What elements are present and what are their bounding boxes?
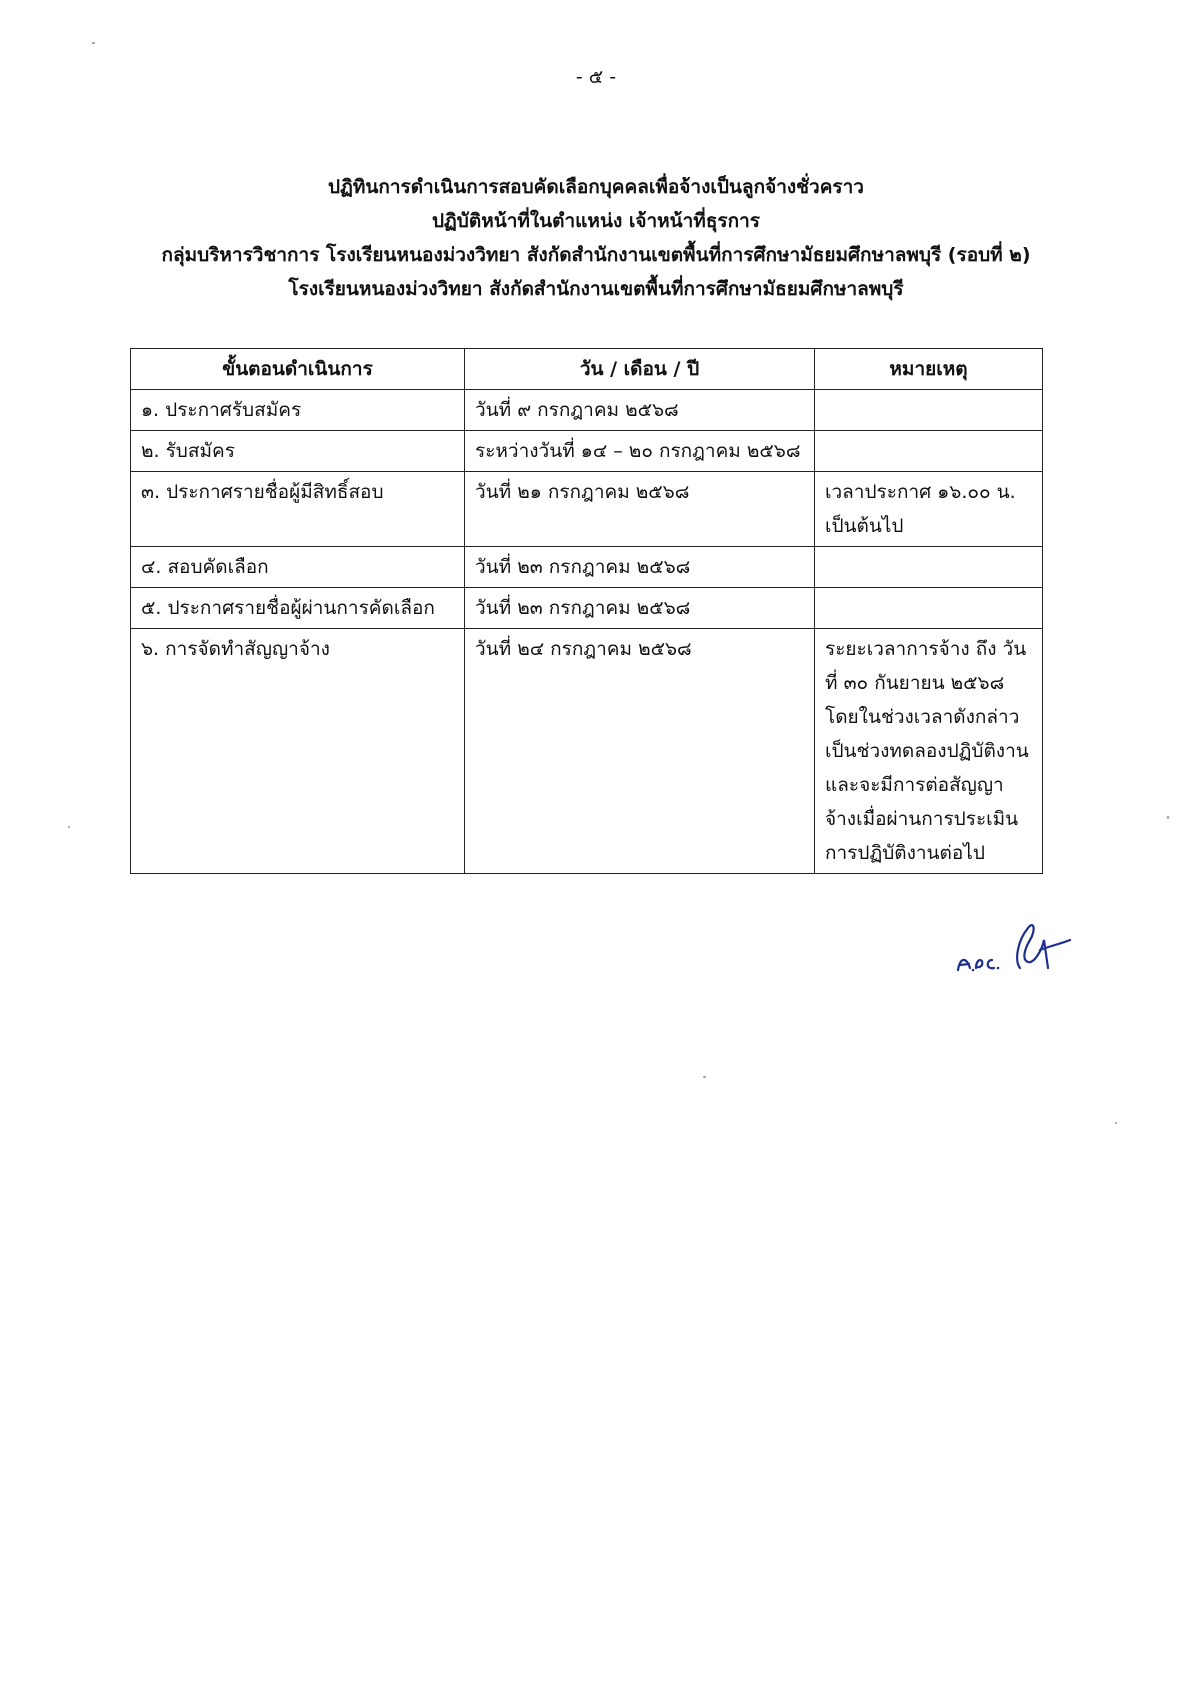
step-cell: ๔. สอบคัดเลือก [131, 547, 465, 588]
scan-speck [703, 1076, 706, 1078]
date-cell: วันที่ ๒๑ กรกฎาคม ๒๕๖๘ [465, 472, 815, 547]
schedule-table [130, 348, 1043, 874]
document-heading [100, 170, 1092, 306]
scan-speck [1115, 1122, 1117, 1124]
date-cell: วันที่ ๒๓ กรกฎาคม ๒๕๖๘ [465, 547, 815, 588]
column-header-note: หมายเหตุ [815, 349, 1043, 390]
heading-line: กลุ่มบริหารวิชาการ โรงเรียนหนองม่วงวิทยา สังกัดสำนักงานเขตพื้นที่การศึกษามัธยมศึกษาลพบุรี (รอบที่ ๒) [161, 244, 1031, 266]
note-cell [815, 547, 1043, 588]
table-row [131, 629, 1043, 874]
step-cell: ๖. การจัดทำสัญญาจ้าง [131, 629, 465, 874]
table-row [131, 390, 1043, 431]
note-cell: เวลาประกาศ ๑๖.๐๐ น. เป็นต้นไป [815, 472, 1043, 547]
step-cell: ๓. ประกาศรายชื่อผู้มีสิทธิ์สอบ [131, 472, 465, 547]
signature-strokes [958, 925, 1070, 970]
date-cell: วันที่ ๒๔ กรกฎาคม ๒๕๖๘ [465, 629, 815, 874]
note-cell [815, 431, 1043, 472]
step-cell: ๕. ประกาศรายชื่อผู้ผ่านการคัดเลือก [131, 588, 465, 629]
column-header-step: ขั้นตอนดำเนินการ [131, 349, 465, 390]
note-cell [815, 390, 1043, 431]
column-header-date: วัน / เดือน / ปี [465, 349, 815, 390]
date-cell: วันที่ ๙ กรกฎาคม ๒๕๖๘ [465, 390, 815, 431]
table-row [131, 472, 1043, 547]
scan-speck [68, 826, 70, 828]
table-header-row [131, 349, 1043, 390]
note-cell: ระยะเวลาการจ้าง ถึง วันที่ ๓๐ กันยายน ๒๕๖๘ โดยในช่วงเวลาดังกล่าวเป็นช่วงทดลองปฏิบัติงาน และจะมีการต่อสัญญาจ้างเมื่อผ่านการประเมินการปฏิบัติงานต่อไป [815, 629, 1043, 874]
table-row [131, 588, 1043, 629]
heading-line: ปฏิบัติหน้าที่ในตำแหน่ง เจ้าหน้าที่ธุรการ [431, 210, 761, 232]
step-cell: ๑. ประกาศรับสมัคร [131, 390, 465, 431]
table-row [131, 431, 1043, 472]
step-cell: ๒. รับสมัคร [131, 431, 465, 472]
table-row [131, 547, 1043, 588]
heading-line: โรงเรียนหนองม่วงวิทยา สังกัดสำนักงานเขตพื้นที่การศึกษามัธยมศึกษาลพบุรี [288, 278, 904, 300]
date-cell: วันที่ ๒๓ กรกฎาคม ๒๕๖๘ [465, 588, 815, 629]
note-cell [815, 588, 1043, 629]
signature-dot [972, 969, 975, 972]
scan-speck [1167, 816, 1169, 819]
handwritten-signature [950, 910, 1100, 990]
date-cell: ระหว่างวันที่ ๑๔ – ๒๐ กรกฎาคม ๒๕๖๘ [465, 431, 815, 472]
page-number: - ๕ - [575, 66, 617, 88]
signature-dot [997, 967, 1000, 970]
heading-line: ปฏิทินการดำเนินการสอบคัดเลือกบุคคลเพื่อจ้างเป็นลูกจ้างชั่วคราว [328, 176, 864, 198]
scan-speck [92, 42, 95, 44]
